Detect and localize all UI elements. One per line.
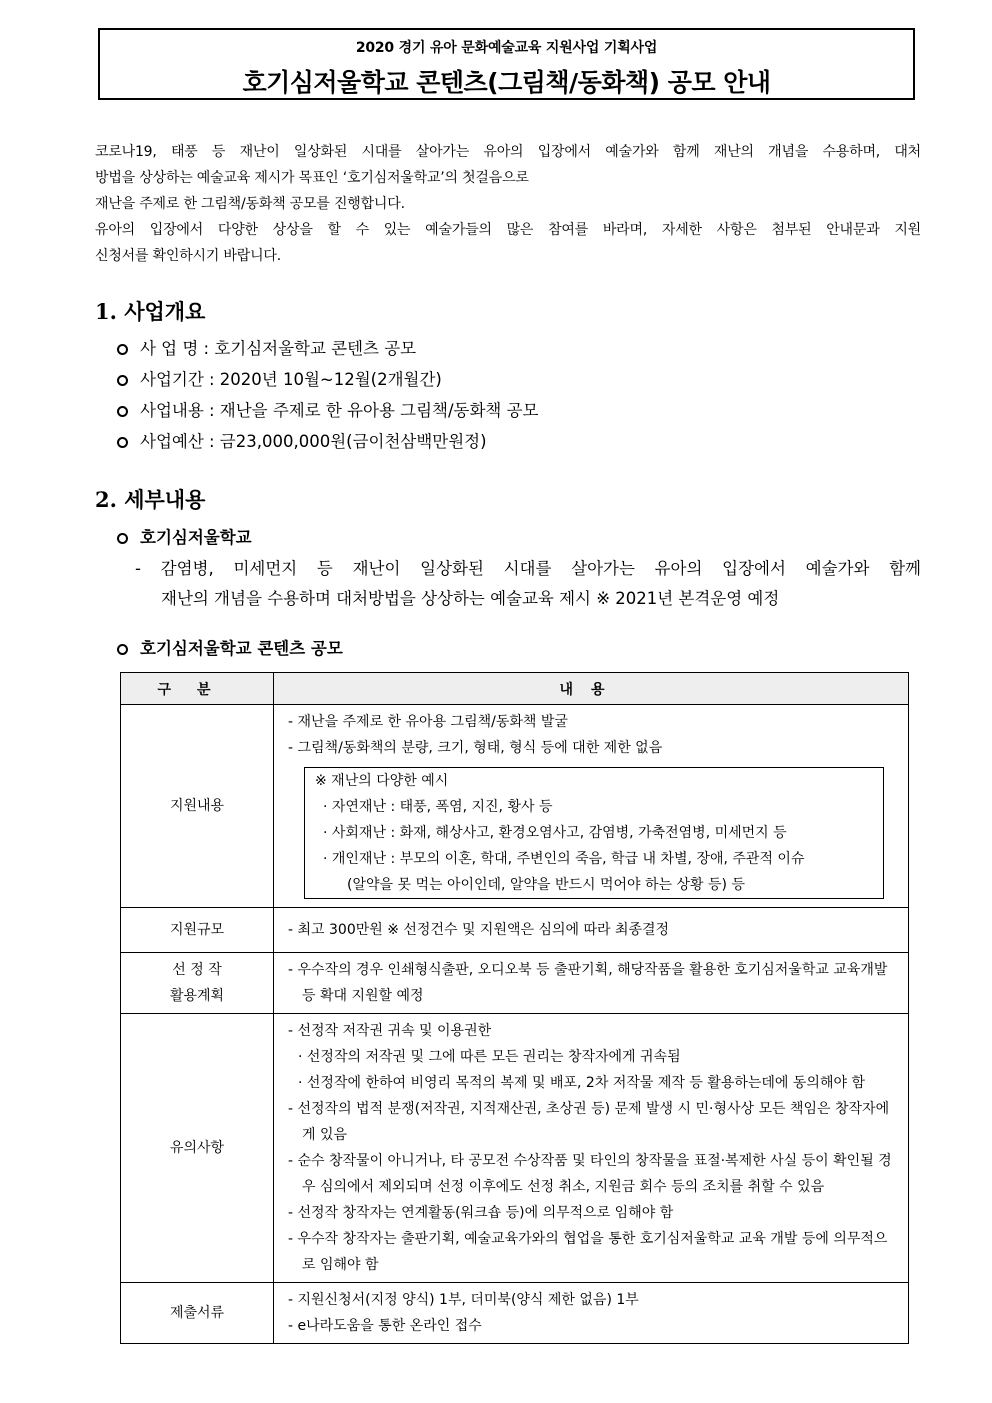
overview-item: 사업내용 : 재난을 주제로 한 유아용 그림책/동화책 공모 — [117, 395, 817, 426]
table-row — [121, 953, 909, 1014]
overview-item: 사업예산 : 금23,000,000원(금이천삼백만원정) — [117, 426, 817, 457]
circle-bullet-icon — [117, 644, 128, 655]
intro-line: 신청서를 확인하시기 바랍니다. — [95, 248, 281, 264]
section-heading-details: 2. 세부내용 — [95, 487, 206, 512]
table-row — [121, 705, 909, 908]
intro-line: 코로나19, 태풍 등 재난이 일상화된 시대를 살아가는 유아의 입장에서 예술가와 함께 재난의 개념을 수용하며, 대처 — [95, 144, 921, 160]
intro-line: 재난을 주제로 한 그림책/동화책 공모를 진행합니다. — [95, 196, 405, 212]
intro-line: 유아의 입장에서 다양한 상상을 할 수 있는 예술가들의 많은 참여를 바라며, 자세한 사항은 첨부된 안내문과 지원 — [95, 222, 921, 238]
circle-bullet-icon — [117, 533, 128, 544]
examples-box: ※ 재난의 다양한 예시 · 자연재난 : 태풍, 폭염, 지진, 황사 등 · 사회재난 : 화재, 해상사고, 환경오염사고, 감염병, 가축전염병, 미세먼지 등 · 개인재난 : 부모의 이혼, 학대, 주변인의 죽음, 학급 내 차별, 장애, 주관적 이슈 (알약을 못 먹는 아이인데, 알약을 반드시 먹어야 하는 상황 등) 등 — [304, 767, 884, 899]
row-content: - 최고 300만원 ※ 선정건수 및 지원액은 심의에 따라 최종결정 — [274, 908, 909, 953]
table-header-row — [121, 673, 909, 705]
title-box — [98, 28, 915, 100]
row-label: 지원규모 — [121, 908, 274, 953]
row-content: - 선정작 저작권 귀속 및 이용권한 · 선정작의 저작권 및 그에 따른 모든 권리는 창작자에게 귀속됨 · 선정작에 한하여 비영리 목적의 복제 및 배포, 2차 저작물 제작 등 활용하는데에 동의해야 함 - 선정작의 법적 분쟁(저작권, 지적재산권, 초상권 등) 문제 발생 시 민·형사상 모든 책임은 창작자에게 있음 - 순수 창작물이 아니거나, 타 공모전 수상작품 및 타인의 창작물을 표절·복제한 사실 등이 확인될 경우 심의에서 제외되며 선정 이후에도 선정 취소, 지원금 회수 등의 조치를 취할 수 있음 - 선정작 창작자는 연계활동(워크숍 등)에 의무적으로 임해야 함 - 우수작 창작자는 출판기획, 예술교육가와의 협업을 통한 호기심저울학교 교육 개발 등에 의무적으로 임해야 함 — [274, 1014, 909, 1283]
intro-line: 방법을 상상하는 예술교육 제시가 목표인 ‘호기심저울학교’의 첫걸음으로 — [95, 170, 529, 186]
row-label: 제출서류 — [121, 1283, 274, 1344]
row-label: 선 정 작 활용계획 — [121, 953, 274, 1014]
overview-item: 사 업 명 : 호기심저울학교 콘텐츠 공모 — [117, 333, 817, 364]
table-row — [121, 1014, 909, 1283]
subsection-heading: 호기심저울학교 콘텐츠 공모 — [117, 635, 343, 659]
table-row — [121, 1283, 909, 1344]
circle-bullet-icon — [117, 437, 128, 448]
section-heading-overview: 1. 사업개요 — [95, 299, 206, 324]
document-subtitle: 2020 경기 유아 문화예술교육 지원사업 기획사업 — [355, 40, 658, 56]
intro-paragraph — [95, 139, 921, 269]
subsection-heading: 호기심저울학교 — [117, 524, 252, 548]
row-label: 지원내용 — [121, 705, 274, 908]
overview-list — [117, 333, 817, 457]
row-content: - 재난을 주제로 한 유아용 그림책/동화책 발굴 - 그림책/동화책의 분량, 크기, 형태, 형식 등에 대한 제한 없음 ※ 재난의 다양한 예시 · 자연재난 : 태풍, 폭염, 지진, 황사 등 · 사회재난 : 화재, 해상사고, 환경오염사고, 감염병, 가축전염병, 미세먼지 등 · 개인재난 : 부모의 이혼, 학대, 주변인의 죽음, 학급 내 차별, 장애, 주관적 이슈 (알약을 못 먹는 아이인데, 알약을 반드시 먹어야 하는 상황 등) 등 — [274, 705, 909, 908]
school-description: - 감염병, 미세먼지 등 재난이 일상화된 시대를 살아가는 유아의 입장에서 예술가와 함께 재난의 개념을 수용하며 대처방법을 상상하는 예술교육 제시 ※ 2021년 본격운영 예정 — [135, 559, 921, 608]
table-header-cell: 내용 — [274, 673, 909, 705]
overview-item: 사업기간 : 2020년 10월~12월(2개월간) — [117, 364, 817, 395]
document-title: 호기심저울학교 콘텐츠(그림책/동화책) 공모 안내 — [242, 68, 771, 97]
table-row — [121, 908, 909, 953]
circle-bullet-icon — [117, 406, 128, 417]
circle-bullet-icon — [117, 375, 128, 386]
contest-table — [120, 672, 909, 1344]
row-content: - 우수작의 경우 인쇄형식출판, 오디오북 등 출판기획, 해당작품을 활용한 호기심저울학교 교육개발 등 확대 지원할 예정 — [274, 953, 909, 1014]
circle-bullet-icon — [117, 344, 128, 355]
row-content: - 지원신청서(지정 양식) 1부, 더미북(양식 제한 없음) 1부 - e나라도움을 통한 온라인 접수 — [274, 1283, 909, 1344]
row-label: 유의사항 — [121, 1014, 274, 1283]
table-header-cell: 구분 — [121, 673, 274, 705]
